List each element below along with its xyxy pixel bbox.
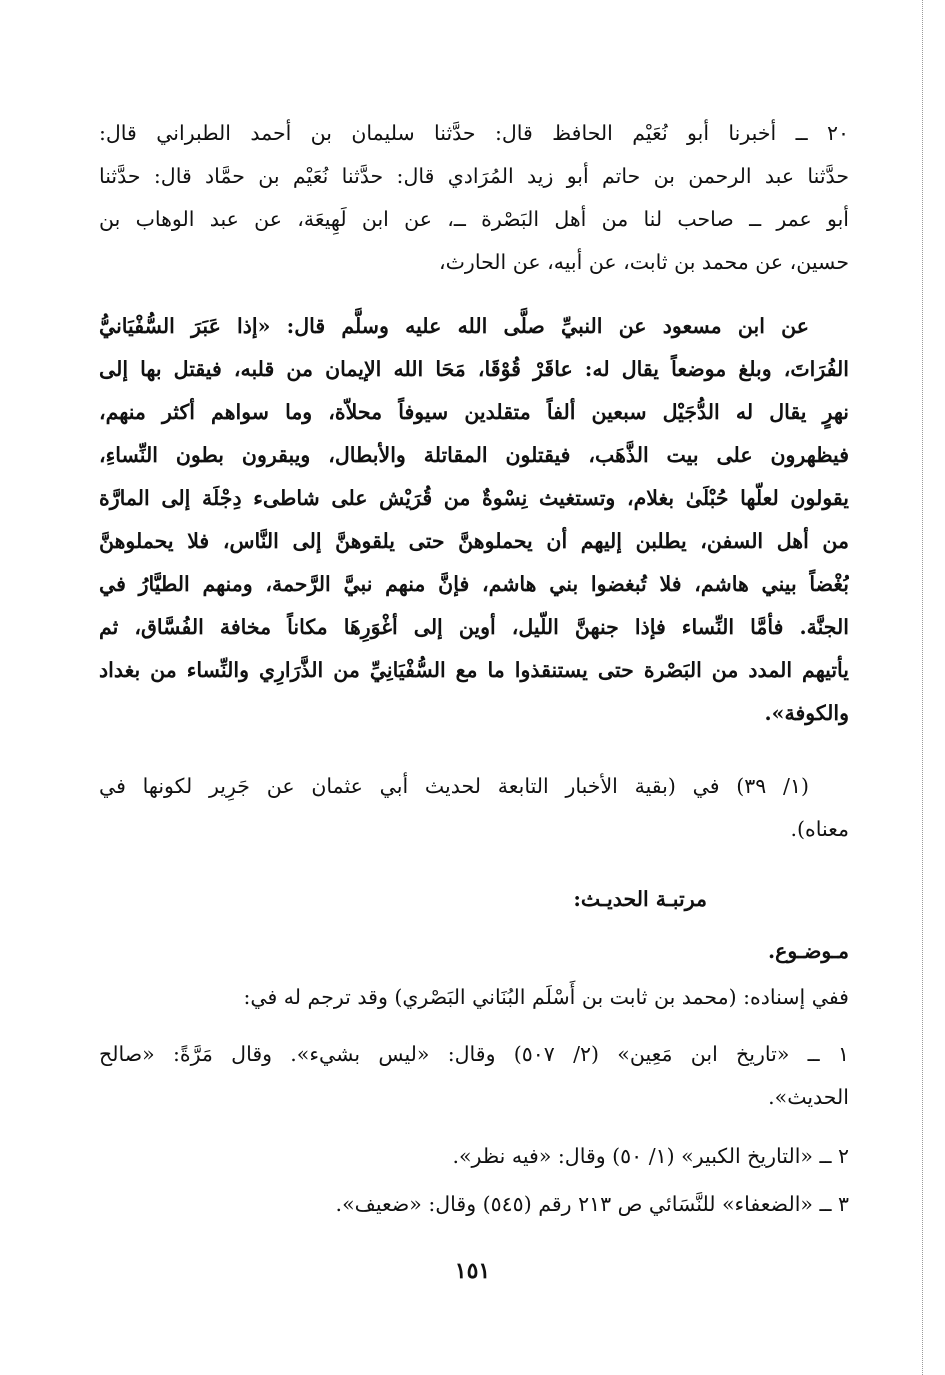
text-line: يقولون لعلّها حُبْلَىٰ بغلام، وتستغيث نِسْوةٌ من قُرَيْش على شاطىء دِجْلَة إلى المارَّة [99, 486, 849, 510]
text-line: من أهل السفن، يطلبن إليهم أن يحملوهنَّ حتى يلقوهنَّ إلى النَّاس، فلا يحملوهنَّ [99, 529, 849, 553]
text-line: ٢٠ ــ أخبرنا أبو نُعَيْم الحافظ قال: حدَّثنا سليمان بن أحمد الطبراني قال: [99, 121, 849, 145]
text-line: الفُرَاتَ، وبلغ موضعاً يقال له: عاقَرْ قُوْقَا، مَحَا الله الإيمان من قلبه، فيقتل بها إلى [99, 357, 849, 381]
grade-heading: مرتبـة الحديـث: [573, 887, 707, 911]
text-line: الجنَّة. فأمَّا النِّساء فإذا جنهنَّ اللّيل، أوين إلى أغْوَرِهَا مكاناً مخافة الفُسَّاق، ثم [99, 615, 849, 639]
hadith-text-paragraph [99, 305, 849, 735]
text-line: يأتيهم المدد من البَصْرة حتى يستنقذوا ما مع السُّفْيَانِيِّ من الذَّرَارِي والنِّساء من بغداد [99, 658, 849, 682]
source-item-3: ٣ ــ «الضعفاء» للنَّسَائي ص ٢١٣ رقم (٥٤٥) وقال: «ضعيف». [335, 1192, 849, 1216]
text-line: أبو عمر ــ صاحب لنا من أهل البَصْرة ــ، عن ابن لَهِيعَة، عن عبد الوهاب بن [99, 207, 849, 231]
reference-note [99, 765, 849, 851]
grade-value: مـوضـوع. [768, 939, 849, 963]
text-line: حسين، عن محمد بن ثابت، عن أبيه، عن الحارث، [439, 250, 849, 274]
text-line: (١/ ٣٩) في (بقية الأخبار التابعة لحديث أبي عثمان عن جَرِير لكونها في [99, 774, 809, 798]
text-line: عن ابن مسعود عن النبيِّ صلَّى الله عليه وسلَّم قال: «إذا عَبَرَ السُّفْيَانيُّ [99, 314, 809, 338]
text-line: بُغْضاً بيني هاشم، فلا تُبغضوا بني هاشم، فإنَّ منهم نبيَّ الرَّحمة، ومنهم الطيَّارُ في [99, 572, 849, 596]
hadith-isnad-paragraph [99, 112, 849, 284]
text-line: معناه). [790, 817, 849, 841]
page-number: ١٥١ [454, 1258, 491, 1284]
binding-margin-dots [918, 0, 923, 1375]
text-line: ١ ــ «تاريخ ابن مَعِين» (٢/ ٥٠٧) وقال: «ليس بشيء». وقال مَرَّةً: «صالح [99, 1042, 849, 1066]
source-item-1 [99, 1033, 849, 1119]
text-line: الحديث». [768, 1085, 849, 1109]
text-line: والكوفة». [764, 701, 849, 725]
source-item-2: ٢ ــ «التاريخ الكبير» (١/ ٥٠) وقال: «فيه نظر». [452, 1144, 849, 1168]
text-line: نهرٍ يقال له الدُّجَيْل سبعين ألفاً متقلدين سيوفاً محلاّة، وما سواهم أكثر منهم، [99, 400, 849, 424]
isnad-note: ففي إسناده: (محمد بن ثابت بن أَسْلَم البُنَاني البَصْري) وقد ترجم له في: [243, 985, 849, 1009]
text-line: حدَّثنا عبد الرحمن بن حاتم أبو زيد المُرَادي قال: حدَّثنا نُعَيْم بن حمَّاد قال: حدَّثنا [99, 164, 849, 188]
text-line: فيظهرون على بيت الذَّهَب، فيقتلون المقاتلة والأبطال، ويبقرون بطون النِّساءِ، [99, 443, 849, 467]
